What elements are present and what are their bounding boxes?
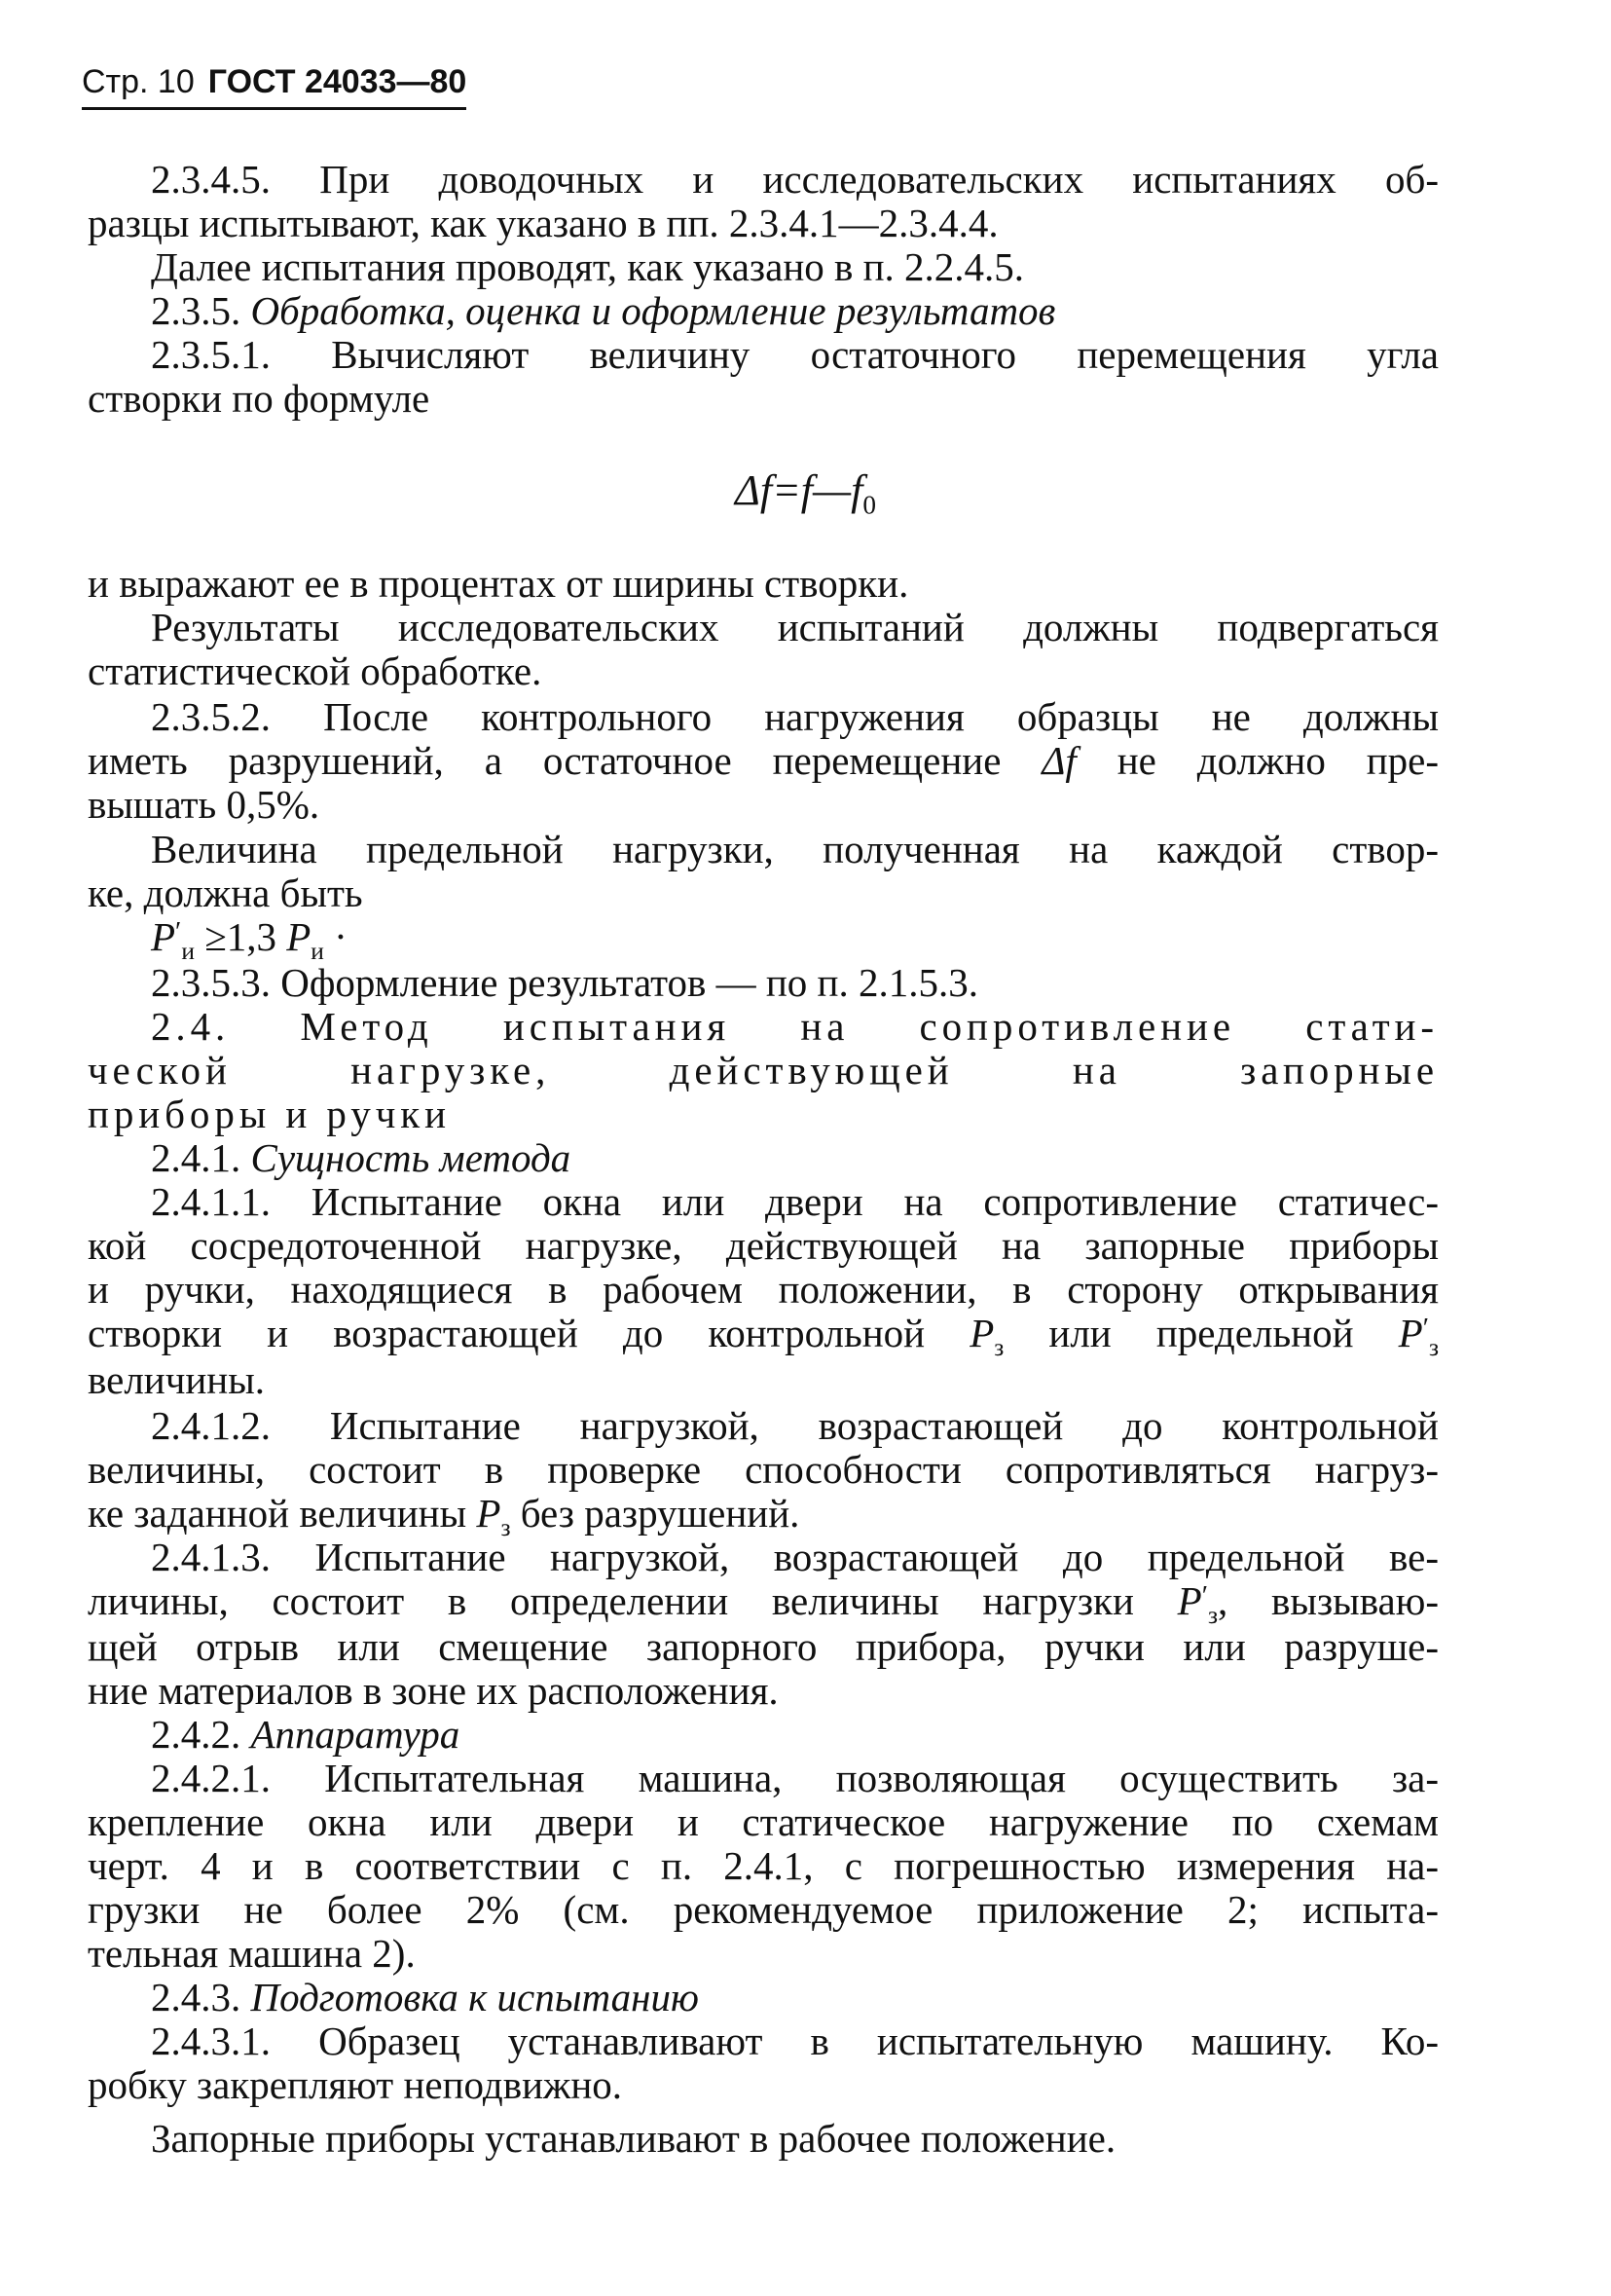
text-line — [88, 1490, 1439, 1541]
section-heading: приборы и ручки — [88, 1092, 451, 1136]
section-title: Обработка, оценка и оформление результатов — [250, 288, 1056, 333]
section-title: Аппаратура — [250, 1712, 460, 1757]
text-line: 2.4.2.1. Испытательная машина, позволяющая осуществить за- — [151, 1756, 1439, 1800]
text-line: робку закрепляют неподвижно. — [88, 2062, 623, 2107]
subscript-z: з — [1428, 1333, 1440, 1361]
text-line: 2.3.5.1. Вычисляют величину остаточного перемещения угла — [151, 332, 1439, 377]
text-line: статистической обработке. — [88, 648, 542, 693]
section-heading — [151, 1711, 1439, 1758]
text-line: кой сосредоточенной нагрузке, действующей на запорные приборы — [88, 1223, 1439, 1268]
text-line: 2.4.1.1. Испытание окна или двери на сопротивление статичес- — [151, 1179, 1439, 1224]
text-line: ние материалов в зоне их расположения. — [88, 1668, 779, 1713]
p-z-prime — [1398, 1311, 1440, 1361]
text-span: створки и возрастающей до контрольной — [88, 1311, 926, 1355]
text-line: щей отрыв или смещение запорного прибора, ручки или разруше- — [88, 1624, 1439, 1669]
text-line: величины. — [88, 1357, 266, 1402]
text-line — [88, 1310, 1440, 1361]
text-line: 2.4.3.1. Образец устанавливают в испытательную машину. Ко- — [151, 2018, 1439, 2063]
text-line: величины, состоит в проверке способности сопротивляться нагруз- — [88, 1447, 1439, 1492]
formula-body: Δf=f—f — [735, 466, 863, 514]
text-line: Далее испытания проводят, как указано в п. 2.2.4.5. — [151, 244, 1025, 289]
text-line: 2.4.1.3. Испытание нагрузкой, возрастающей до предельной ве- — [151, 1535, 1439, 1579]
prime-mark: ′ — [1422, 1312, 1429, 1344]
text-line: тельная машина 2). — [88, 1931, 416, 1976]
text-line: ке, должна быть — [88, 870, 363, 915]
text-line: крепление окна или двери и статическое нагружение по схемам — [88, 1799, 1439, 1844]
symbol-p: P — [286, 914, 311, 959]
subscript-z: з — [1208, 1601, 1219, 1629]
section-number: 2.4.3. — [151, 1975, 241, 2019]
text-line: 2.3.4.5. При доводочных и исследовательских испытаниях об- — [151, 157, 1439, 202]
symbol-p: P — [476, 1491, 501, 1536]
text-span: ке заданной величины — [88, 1491, 467, 1536]
section-title: Подготовка к испытанию — [250, 1975, 699, 2019]
text-line: черт. 4 и в соответствии с п. 2.4.1, с погрешностью измерения на- — [88, 1843, 1439, 1888]
text-line: грузки не более 2% (см. рекомендуемое приложение 2; испыта- — [88, 1887, 1439, 1932]
prime-mark: ′ — [1201, 1579, 1208, 1611]
text-span: без разрушений. — [520, 1491, 800, 1536]
section-heading — [151, 287, 1439, 334]
text-span: или предельной — [1048, 1311, 1354, 1355]
text-line: Запорные приборы устанавливают в рабочее положение. — [151, 2116, 1117, 2161]
section-title: Сущность метода — [250, 1135, 571, 1180]
symbol-p: P — [970, 1311, 995, 1355]
section-number: 2.4.1. — [151, 1135, 241, 1180]
symbol-p: P — [1398, 1311, 1423, 1355]
text-line: и выражают ее в процентах от ширины створки. — [88, 561, 909, 606]
subscript-i: и — [311, 937, 324, 965]
text-span: личины, состоит в определении величины нагрузки — [88, 1578, 1134, 1623]
symbol-p: P — [1177, 1578, 1202, 1623]
subscript-z: з — [994, 1333, 1005, 1361]
text-line: разцы испытывают, как указано в пп. 2.3.4.1—2.3.4.4. — [88, 201, 999, 245]
text-line: 2.3.5.2. После контрольного нагружения образцы не должны — [151, 694, 1439, 739]
section-heading — [151, 1134, 1439, 1181]
delta-f-symbol: Δf — [1042, 738, 1077, 783]
text-line: Результаты исследовательских испытаний должны подвергаться — [151, 605, 1439, 649]
text-line: створки по формуле — [88, 376, 430, 421]
text-line: 2.3.5.3. Оформление результатов — по п. 2.1.5.3. — [151, 960, 978, 1005]
text-line: и ручки, находящиеся в рабочем положении, в сторону открывания — [88, 1267, 1439, 1312]
standard-code: ГОСТ 24033—80 — [207, 63, 467, 100]
subscript-z: з — [500, 1513, 511, 1541]
text-line — [88, 1577, 1440, 1629]
text-line — [88, 737, 1439, 784]
section-heading — [151, 1974, 1439, 2020]
inequality-end: · — [334, 914, 348, 959]
formula — [0, 465, 1611, 520]
text-span: иметь разрушений, а остаточное перемещение — [88, 738, 1002, 783]
subscript-i: и — [181, 937, 195, 965]
text-line: вышать 0,5%. — [88, 782, 320, 827]
text-span: не должно пре- — [1117, 738, 1440, 783]
text-line: Величина предельной нагрузки, полученная на каждой створ- — [151, 827, 1439, 871]
page-header — [82, 62, 466, 110]
text-line: 2.4.1.2. Испытание нагрузкой, возрастающей до контрольной — [151, 1403, 1439, 1448]
formula-subscript: 0 — [862, 490, 876, 520]
section-number: 2.3.5. — [151, 288, 241, 333]
inequality — [151, 913, 1439, 965]
section-heading: 2.4. Метод испытания на сопротивление стати- — [151, 1004, 1439, 1049]
text-span: , вызываю- — [1218, 1578, 1440, 1623]
inequality-relation: ≥1,3 — [204, 914, 276, 959]
section-number: 2.4.2. — [151, 1712, 241, 1757]
section-heading: ческой нагрузке, действующей на запорные — [88, 1048, 1439, 1092]
symbol-p: P — [151, 914, 176, 959]
page-number: Стр. 10 — [82, 63, 195, 100]
prime-mark: ′ — [175, 915, 182, 947]
